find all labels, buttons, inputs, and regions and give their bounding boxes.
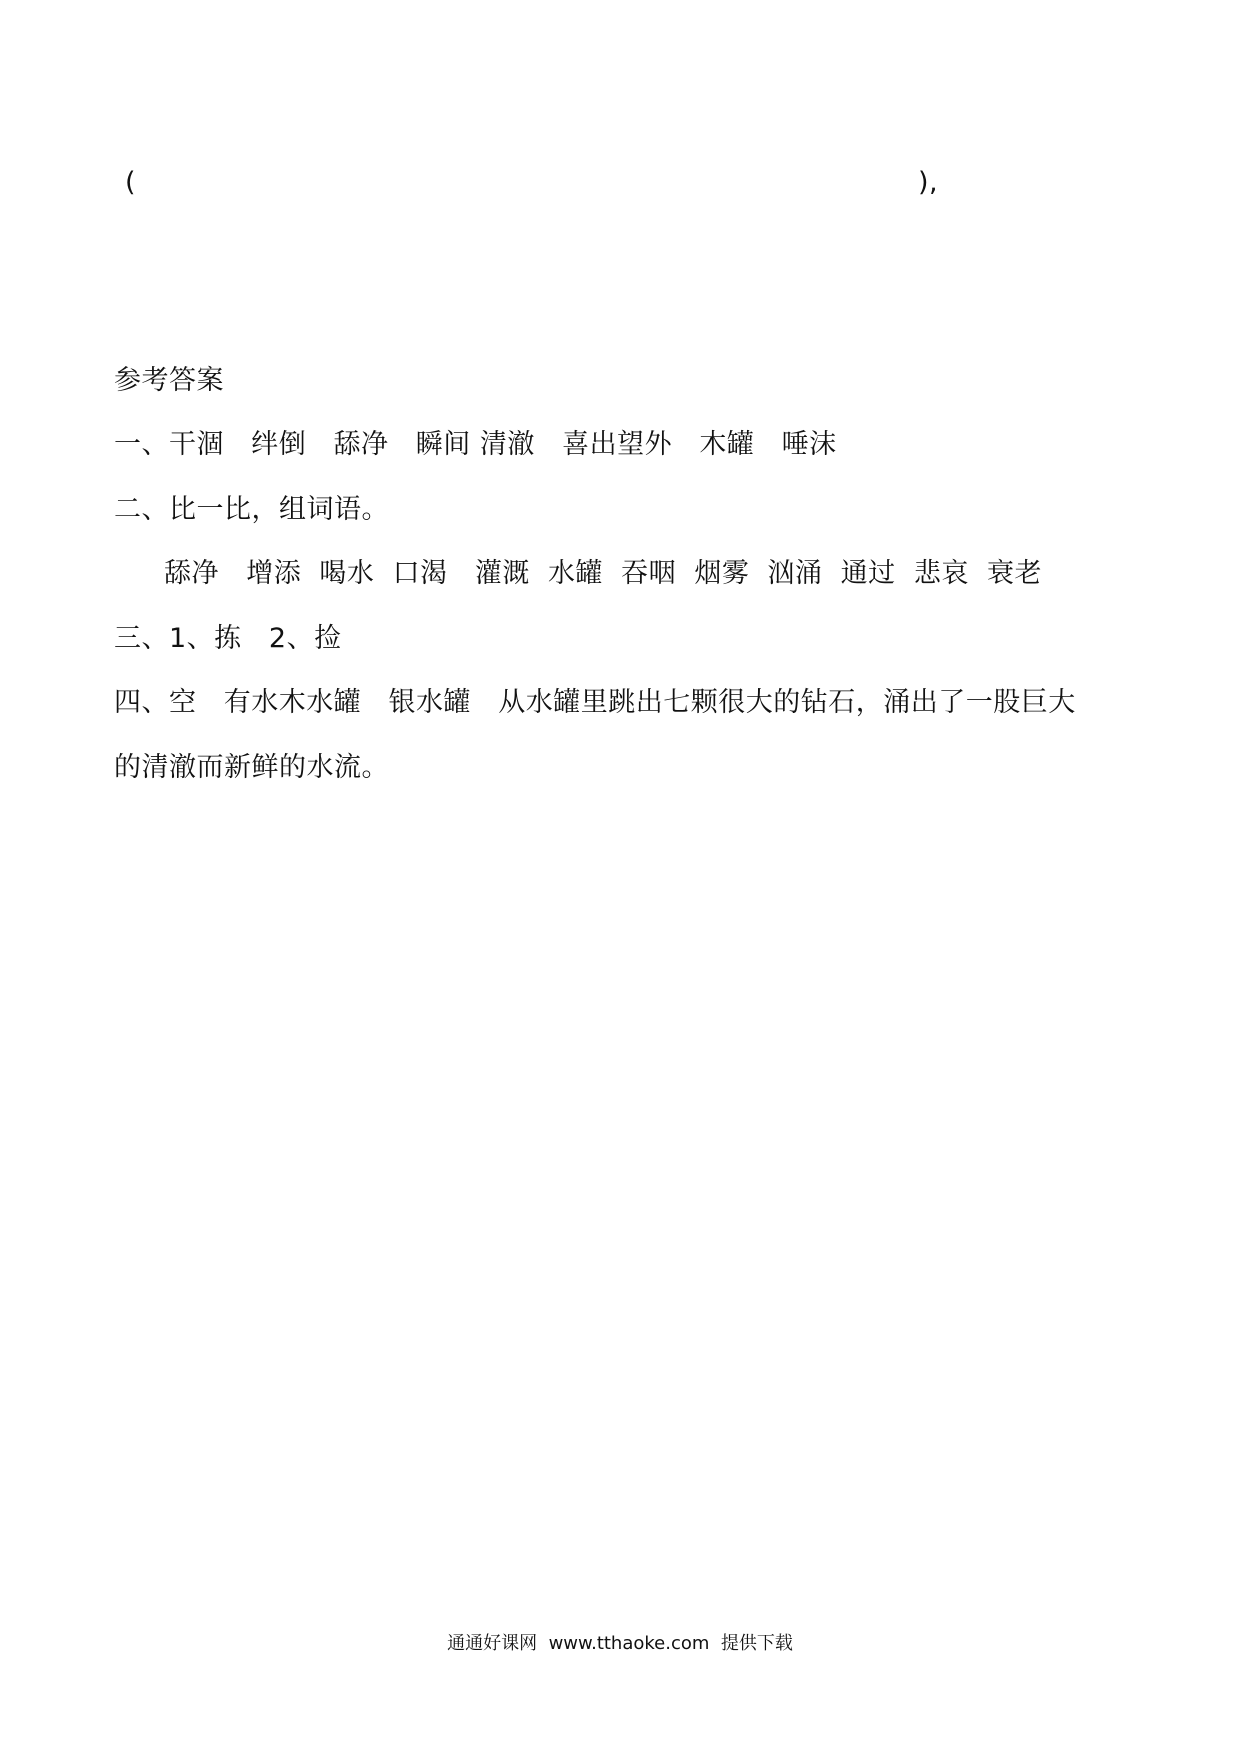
open-parenthesis: ( [125, 167, 137, 198]
answer-section-2-words: 舔净 增添 喝水 口渴 灌溉 水罐 吞咽 烟雾 汹涌 通过 悲哀 衰老 [164, 558, 1042, 589]
answer-section-4-line-2: 的清澈而新鲜的水流。 [114, 752, 389, 783]
answers-title: 参考答案 [114, 365, 224, 396]
answer-section-3: 三、1、拣 2、捡 [114, 623, 342, 654]
answer-section-1: 一、干涸 绊倒 舔净 瞬间 清澈 喜出望外 木罐 唾沫 [114, 429, 837, 460]
page-footer: 通通好课网 www.tthaoke.com 提供下载 [447, 1633, 793, 1654]
answer-section-2-heading: 二、比一比，组词语。 [114, 494, 389, 525]
answer-section-4-line-1: 四、空 有水木水罐 银水罐 从水罐里跳出七颗很大的钻石，涌出了一股巨大 [114, 687, 1076, 718]
close-parenthesis: ), [918, 167, 939, 198]
